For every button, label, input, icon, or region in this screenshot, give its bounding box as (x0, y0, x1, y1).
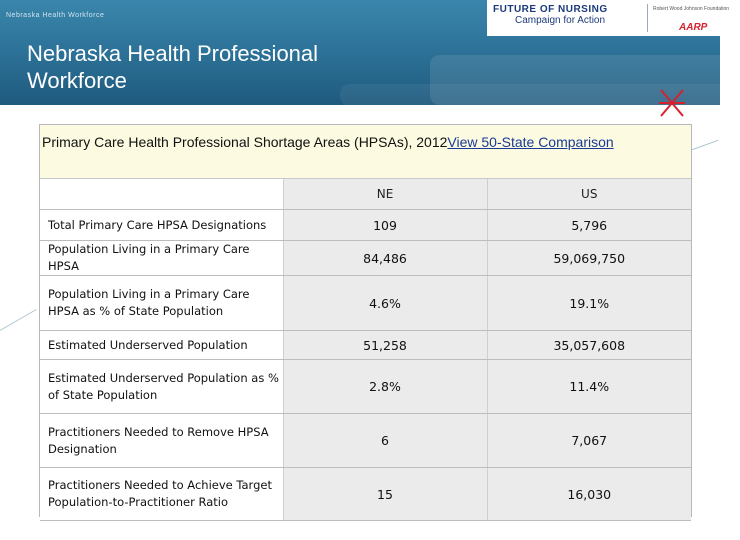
column-header-label (40, 179, 283, 210)
row-label: Total Primary Care HPSA Designations (40, 210, 283, 241)
table-row (40, 276, 691, 331)
row-label: Population Living in a Primary Care HPSA as % of State Population (40, 276, 283, 331)
row-label: Population Living in a Primary Care HPSA (40, 241, 283, 276)
view-50-state-comparison-link[interactable]: View 50-State Comparison (447, 134, 614, 150)
column-header-us: US (487, 179, 691, 210)
decorative-line (690, 140, 719, 151)
table-row (40, 360, 691, 414)
ne-value: 4.6% (283, 276, 487, 331)
column-header-ne: NE (283, 179, 487, 210)
aarp-text: AARP (679, 22, 708, 33)
us-value: 19.1% (487, 276, 691, 331)
decorative-line (0, 309, 37, 331)
rwjf-aarp-logo (653, 6, 730, 33)
table-row (40, 331, 691, 360)
us-value: 59,069,750 (487, 241, 691, 276)
row-label: Practitioners Needed to Remove HPSA Designation (40, 414, 283, 468)
us-value: 5,796 (487, 210, 691, 241)
page-title-line-1: Nebraska Health Professional (27, 41, 319, 66)
asterisk-icon (659, 88, 685, 118)
ne-value: 15 (283, 468, 487, 521)
us-value: 7,067 (487, 414, 691, 468)
table-header-row (40, 179, 691, 210)
rwjf-text: Robert Wood Johnson Foundation (653, 6, 730, 12)
us-value: 16,030 (487, 468, 691, 521)
us-value: 35,057,608 (487, 331, 691, 360)
ne-value: 6 (283, 414, 487, 468)
row-label: Practitioners Needed to Achieve Target Population-to-Practitioner Ratio (40, 468, 283, 521)
ne-value: 109 (283, 210, 487, 241)
header-small-caption: Nebraska Health Workforce (6, 12, 105, 19)
hpsa-table (40, 179, 691, 521)
table-row (40, 414, 691, 468)
partner-logos (487, 0, 730, 36)
row-label: Estimated Underserved Population as % of State Population (40, 360, 283, 414)
row-label: Estimated Underserved Population (40, 331, 283, 360)
campaign-for-action-text: Campaign for Action (515, 15, 606, 26)
future-of-nursing-logo (493, 4, 643, 26)
future-of-nursing-text: FUTURE OF NURSING (493, 4, 608, 15)
table-row (40, 241, 691, 276)
us-value: 11.4% (487, 360, 691, 414)
page-title-line-2: Workforce (27, 68, 127, 93)
table-row (40, 210, 691, 241)
table-row (40, 468, 691, 521)
ne-value: 2.8% (283, 360, 487, 414)
hpsa-table-panel (39, 124, 692, 517)
table-caption (40, 125, 691, 179)
ne-value: 84,486 (283, 241, 487, 276)
page-title (27, 40, 318, 94)
table-caption-text: Primary Care Health Professional Shortage Areas (HPSAs), 2012 (42, 134, 448, 150)
ne-value: 51,258 (283, 331, 487, 360)
logo-divider (647, 4, 648, 32)
